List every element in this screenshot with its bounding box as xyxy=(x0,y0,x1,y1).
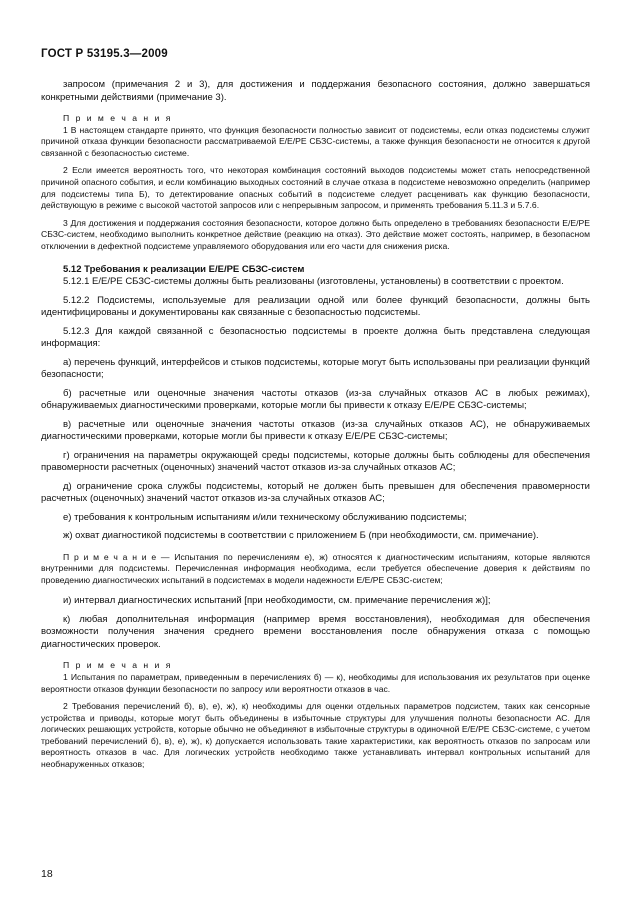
note-diagnostic-tests: П р и м е ч а н и е — Испытания по перечислениям е), ж) относятся к диагностическим испытаниям, которые являются внутренними для подсистемы. Перечисленная информация необходима, если требуется обеспечение доверия к действиям по проведению диагностических испытаний в подсистемах в модели надежности Е/Е/РЕ СБЗС-систем; xyxy=(41,551,590,585)
list-item-v: в) расчетные или оценочные значения частоты отказов (из-за случайных отказов АС), не обнаруживаемых диагностическими проверками, которые могли бы привести к отказу Е/Е/РЕ СБЗС-системы; xyxy=(41,418,590,443)
note-2: 2 Если имеется вероятность того, что некоторая комбинация состояний выходов подсистемы может стать непосредственной причиной опасного события, и если комбинацию выходных состояний в случае отказа в подсистеме невозможно определить (например для подсистемы типа Б), то детектирование опасных событий в подсистеме следует расценивать как функцию безопасности, действующую в режиме с высокой частотой запросов или с непрерывным запросом, и применять требования 5.11.3 и 5.7.6. xyxy=(41,165,590,211)
clause-5-12-2: 5.12.2 Подсистемы, используемые для реализации одной или более функций безопасности, должны быть идентифицированы и документированы как связанные с безопасностью подсистемы. xyxy=(41,294,590,319)
list-item-b: б) расчетные или оценочные значения частоты отказов (из-за случайных отказов АС в любых режимах), обнаруживаемых диагностическими проверками, которые могли бы привести к отказу Е/Е/РЕ СБЗС-системы; xyxy=(41,387,590,412)
list-item-e: е) требования к контрольным испытаниям и/или техническому обслуживанию подсистемы; xyxy=(63,511,467,523)
list-item-k: к) любая дополнительная информация (например время восстановления), необходимая для обеспечения возможности получения значения среднего времени восстановления после обнаружения отказа с помощью диагностических проверок. xyxy=(41,613,590,650)
note-2-2: 2 Требования перечислений б), в), е), ж), к) необходимы для оценки отдельных параметров подсистем, таких как сенсорные устройства и приводы, которые могут быть объединены в избыточные структуры для улучшения полноты безопасности АС. Для логических решающих устройств, которые обычно не объединяют в избыточные структуры в одиночной Е/Е/РЕ СБЗС-системе, с учетом требований перечислений б), в), е), ж), к) допускается использовать такие характеристики, как вероятность отказов по запросам или вероятность отказов в час. Для логических устройств необходимо также устанавливать интервал контрольных испытаний для необнаруженных отказов; xyxy=(41,701,590,770)
document-body xyxy=(41,79,590,771)
note-3: 3 Для достижения и поддержания состояния безопасности, которое должно быть определено в требованиях безопасности Е/Е/РЕ СБЗС-систем, необходимо выполнить конкретное действие (реакцию на отказ). Это действие может состоять, например, в безопасном отключении в дефектной подсистеме управляемого оборудования или его части для снижения риска. xyxy=(41,217,590,251)
section-heading-5-12: 5.12 Требования к реализации Е/Е/РЕ СБЗС-систем xyxy=(63,263,305,275)
list-item-d: д) ограничение срока службы подсистемы, который не должен быть превышен для обеспечения правомерности расчетных (оценочных) значений частот отказов из-за случайных отказов АС; xyxy=(41,480,590,505)
notes-heading-2: П р и м е ч а н и я xyxy=(63,660,173,671)
list-item-zh: ж) охват диагностикой подсистемы в соответствии с приложением Б (при необходимости, см. примечание). xyxy=(63,530,539,542)
note-1: 1 В настоящем стандарте принято, что функция безопасности полностью зависит от подсистемы, если отказ подсистемы служит причиной отказа функции безопасности рассматриваемой Е/Е/РЕ СБЗС-системы, а также функция безопасности не относится к другой связанной с безопасностью системе. xyxy=(41,124,590,158)
document-header: ГОСТ Р 53195.3—2009 xyxy=(41,48,168,60)
list-item-g: г) ограничения на параметры окружающей среды подсистемы, которые должны быть соблюдены для обеспечения правомерности расчетных (оценочных) значений частот отказов из-за случайных отказов АС; xyxy=(41,449,590,474)
note-2-1: 1 Испытания по параметрам, приведенным в перечислениях б) — к), необходимы для использования их результатов при оценке вероятности отказов функции безопасности по запросу или вероятности отказов в час. xyxy=(41,671,590,694)
list-item-a: а) перечень функций, интерфейсов и стыков подсистемы, которые могут быть использованы при реализации функций безопасности; xyxy=(41,356,590,381)
notes-heading: П р и м е ч а н и я xyxy=(63,113,173,123)
clause-5-12-3: 5.12.3 Для каждой связанной с безопасностью подсистемы в проекте должна быть представлена следующая информация: xyxy=(41,325,590,350)
continuation-paragraph: запросом (примечания 2 и 3), для достижения и поддержания безопасного состояния, должно завершаться конкретными действиями (примечание 3). xyxy=(41,79,590,103)
list-item-i: и) интервал диагностических испытаний [при необходимости, см. примечание перечисления ж)]; xyxy=(63,595,491,607)
page-number: 18 xyxy=(41,868,53,880)
clause-5-12-1: 5.12.1 Е/Е/РЕ СБЗС-системы должны быть реализованы (изготовлены, установлены) в соответствии с проектом. xyxy=(63,276,564,288)
